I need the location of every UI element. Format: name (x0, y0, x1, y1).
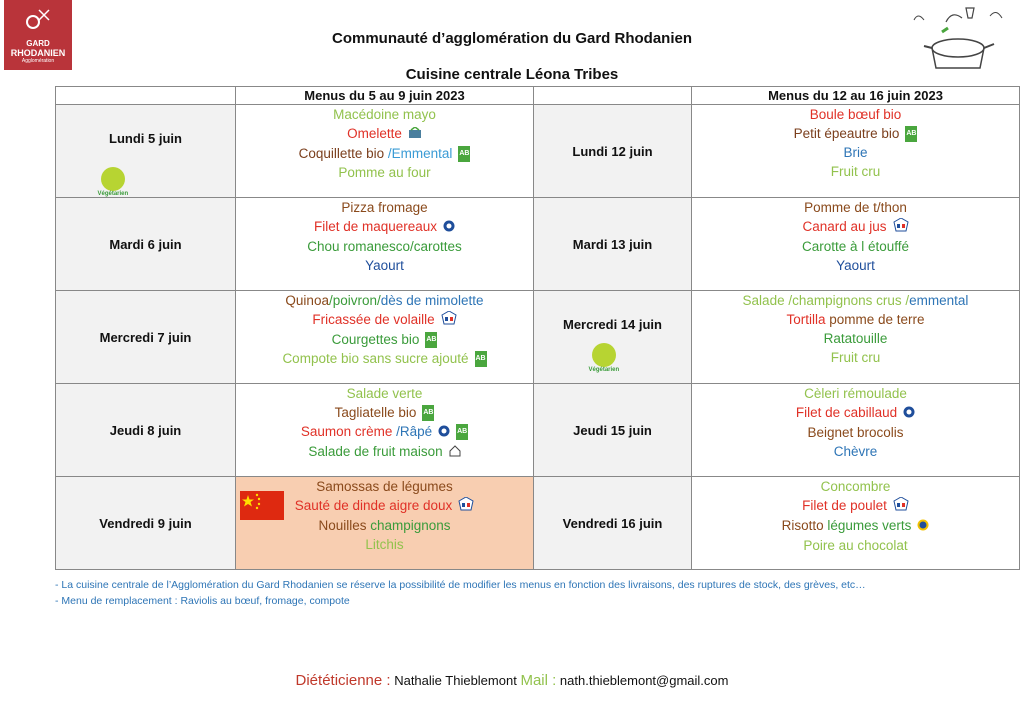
day-cell-week1 (56, 384, 236, 477)
viande-francaise-icon (441, 311, 457, 330)
menu-item-text: Ratatouille (823, 331, 888, 346)
viande-francaise-icon (458, 497, 474, 516)
day-cell-week1 (56, 477, 236, 570)
menu-item (236, 384, 533, 403)
day-label: Mardi 6 juin (109, 236, 182, 252)
organic-ab-icon: AB (456, 424, 468, 440)
menu-item-text: Coquillette bio (298, 145, 388, 161)
menu-item-text: Salade de fruit maison (308, 443, 443, 459)
menu-item (692, 217, 1019, 237)
menu-item (236, 310, 533, 330)
menu-item-text: légumes verts (827, 517, 912, 533)
menu-item-text: Chou romanesco/carottes (307, 238, 462, 254)
menu-item-text: Tagliatelle bio (334, 405, 417, 420)
msc-label-icon (443, 218, 455, 237)
china-flag-icon (240, 491, 284, 520)
menu-item-text: Omelette (347, 126, 402, 141)
day-label: Mardi 13 juin (572, 236, 653, 252)
day-label: Mercredi 14 juin (563, 317, 662, 332)
menu-item-text: Petit épeautre bio (793, 126, 900, 141)
menu-item-text: pomme de terre (829, 312, 925, 327)
menu-item-text: Sauté de dinde aigre doux (294, 498, 453, 513)
msc-label-icon (438, 423, 450, 442)
menu-item-text: Boule bœuf bio (809, 107, 902, 122)
viande-francaise-icon (893, 497, 909, 516)
menu-item (692, 291, 1019, 310)
menu-item (692, 442, 1019, 461)
menu-item-text: Salade verte (346, 386, 423, 401)
menu-item (692, 329, 1019, 348)
menu-item-text: /Râpé (396, 424, 433, 439)
organic-ab-icon: AB (422, 405, 434, 421)
menu-item (692, 477, 1019, 496)
menu-item-text: Compote bio sans sucre ajouté (282, 350, 469, 366)
menu-item-text: Litchis (365, 536, 404, 552)
menu-item (692, 143, 1019, 162)
logo-line1: GARD (26, 39, 50, 48)
menu-item-text: Yaourt (836, 257, 875, 273)
menu-item-text: Fricassée de volaille (312, 312, 435, 327)
dishes-cell (236, 477, 534, 570)
day-label: Mercredi 7 juin (99, 329, 192, 345)
menu-item-text: Pomme au four (338, 164, 431, 180)
menu-item-text: Poire au chocolat (803, 537, 908, 553)
menu-item (692, 105, 1019, 124)
menu-item-text: /poivron/ (328, 293, 381, 308)
menu-item-text: Macédoine mayo (333, 107, 436, 122)
menu-item-text: Tortilla (786, 312, 830, 327)
footer (0, 672, 1024, 689)
header-empty-2 (534, 87, 692, 105)
menu-item-text: Pomme de t/thon (804, 200, 907, 215)
mail-label: Mail : (520, 672, 557, 689)
menu-item (236, 422, 533, 442)
day-cell-week2 (534, 105, 692, 198)
dishes-cell (236, 105, 534, 198)
menu-item-text: dès de mimolette (380, 293, 484, 308)
menu-item-text: Filet de poulet (802, 498, 887, 513)
day-label: Jeudi 15 juin (573, 422, 652, 438)
day-label: Vendredi 9 juin (99, 515, 192, 531)
menu-item (236, 291, 533, 310)
email-link[interactable]: nath.thieblemont@gmail.com (559, 673, 729, 688)
menu-item-text: Chèvre (833, 443, 878, 459)
menu-item (692, 516, 1019, 536)
menu-item-text: emmental (909, 293, 969, 308)
menu-item-text: Yaourt (365, 257, 404, 273)
menu-item (692, 384, 1019, 403)
menu-item (236, 330, 533, 349)
menu-item-text: Fruit cru (830, 164, 881, 179)
menu-item (692, 348, 1019, 367)
page-title: Communauté d’agglomération du Gard Rhodanien (331, 30, 692, 47)
dishes-cell (236, 384, 534, 477)
menu-item-text: Courgettes bio (331, 331, 420, 347)
menu-item (236, 217, 533, 237)
menu-item (236, 144, 533, 163)
menu-item-text: Pizza fromage (341, 200, 428, 215)
menu-item (692, 496, 1019, 516)
menu-item (236, 256, 533, 275)
menu-item-text: Beignet brocolis (807, 424, 904, 440)
day-label: Lundi 5 juin (109, 131, 182, 146)
dietitian-label: Diététicienne : (295, 672, 391, 689)
menu-item-text: Samossas de légumes (316, 479, 453, 494)
menu-item (236, 442, 533, 462)
day-cell-week1 (56, 198, 236, 291)
menu-item-text: Brie (843, 145, 868, 160)
day-cell-week2 (534, 291, 692, 384)
menu-item-text: Quinoa (285, 293, 329, 308)
note-line: - La cuisine centrale de l’Agglomération du Gard Rhodanien se réserve la possibilité de modifier les menus en fonction des livraisons, des ruptures de stock, des grèves, etc… (55, 579, 866, 591)
dishes-cell (692, 384, 1020, 477)
menu-item-text: Fruit cru (830, 350, 881, 365)
menu-item (236, 124, 533, 144)
day-cell-week1 (56, 105, 236, 198)
day-cell-week1 (56, 291, 236, 384)
menu-item-text: Salade /champignons crus / (742, 293, 910, 308)
menu-item-text: Filet de cabillaud (795, 405, 898, 420)
menu-item (236, 237, 533, 256)
menu-item (692, 162, 1019, 181)
label-rouge-icon (917, 517, 929, 536)
vegetarian-badge-icon (98, 167, 128, 197)
day-label: Jeudi 8 juin (109, 422, 182, 438)
logo-line3: Agglomération (21, 58, 55, 64)
header-week1: Menus du 5 au 9 juin 2023 (236, 87, 534, 105)
menu-item (236, 535, 533, 554)
homemade-icon (449, 443, 461, 462)
dishes-cell (692, 477, 1020, 570)
menu-item (692, 423, 1019, 442)
header-empty-1 (56, 87, 236, 105)
header-week2: Menus du 12 au 16 juin 2023 (692, 87, 1020, 105)
menu-item (236, 349, 533, 368)
menu-item (236, 105, 533, 124)
dishes-cell (236, 291, 534, 384)
organic-ab-icon: AB (905, 126, 917, 142)
menu-item-text: Risotto (781, 517, 828, 533)
menu-item-text: Nouilles (318, 517, 371, 533)
menu-item (692, 536, 1019, 555)
dishes-cell (692, 105, 1020, 198)
vegetarian-badge-label: Végétarien (588, 367, 620, 373)
day-label: Lundi 12 juin (572, 143, 653, 159)
organic-ab-icon: AB (475, 351, 487, 367)
menu-item (236, 403, 533, 422)
note-line: - Menu de remplacement : Raviolis au bœuf, fromage, compote (55, 595, 350, 607)
viande-francaise-icon (893, 218, 909, 237)
dishes-cell (236, 198, 534, 291)
logo-line2: RHODANIEN (10, 48, 66, 58)
msc-label-icon (903, 404, 915, 423)
dishes-cell (692, 198, 1020, 291)
organic-ab-icon: AB (425, 332, 437, 348)
menu-item-text: Concombre (820, 479, 891, 494)
dishes-cell (692, 291, 1020, 384)
menu-item (692, 256, 1019, 275)
menu-item-text: Filet de maquereaux (313, 219, 438, 234)
day-label: Vendredi 16 juin (562, 515, 663, 531)
menu-item-text: /Emmental (387, 145, 453, 161)
menu-item-text: Saumon crème (300, 424, 397, 439)
dietitian-name: Nathalie Thieblemont (394, 673, 517, 688)
day-cell-week2 (534, 477, 692, 570)
menu-item (236, 163, 533, 182)
vegetarian-badge-icon (589, 343, 619, 373)
menu-item-text: Cèleri rémoulade (804, 386, 907, 401)
menu-item (236, 198, 533, 217)
day-cell-week2 (534, 384, 692, 477)
menu-table (55, 86, 1020, 570)
day-cell-week2 (534, 198, 692, 291)
vegetarian-badge-label: Végétarien (97, 191, 129, 197)
notes (55, 577, 866, 609)
menu-item-text: Carotte à l étouffé (801, 238, 910, 254)
menu-item (692, 403, 1019, 423)
menu-item (692, 237, 1019, 256)
menu-item-text: Canard au jus (802, 219, 887, 234)
organic-ab-icon: AB (458, 146, 470, 162)
menu-item (692, 124, 1019, 143)
menu-item-text: champignons (370, 517, 451, 533)
menu-item (692, 198, 1019, 217)
menu-item (692, 310, 1019, 329)
bleu-blanc-coeur-icon (408, 125, 422, 144)
page-subtitle: Cuisine centrale Léona Tribes (405, 66, 619, 83)
